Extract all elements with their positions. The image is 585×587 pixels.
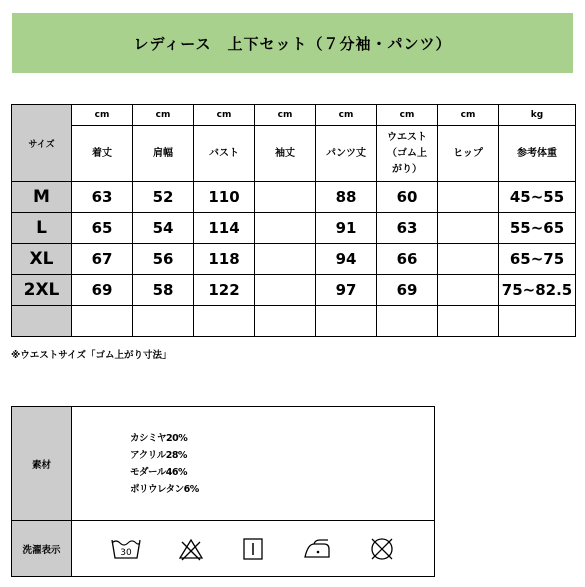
material-cell: [72, 407, 435, 521]
column-label-shoulder: 肩幅: [133, 126, 194, 182]
value-cell: [255, 275, 316, 306]
waist-label-line: ウエスト: [387, 131, 427, 143]
size-cell: L: [12, 213, 72, 244]
empty-cell: [499, 306, 576, 337]
value-cell: [438, 213, 499, 244]
material-item: アクリル28%: [130, 449, 187, 461]
value-cell: 58: [133, 275, 194, 306]
value-cell: 118: [194, 244, 255, 275]
value-cell: 66: [377, 244, 438, 275]
value-cell: [438, 244, 499, 275]
iron-low-icon: [302, 537, 332, 561]
value-cell: [255, 182, 316, 213]
value-cell: 94: [316, 244, 377, 275]
material-care-table: [11, 406, 435, 577]
material-item: カシミヤ20%: [130, 432, 188, 444]
value-cell: 63: [377, 213, 438, 244]
empty-cell: [194, 306, 255, 337]
value-cell: [255, 244, 316, 275]
value-cell: 65: [72, 213, 133, 244]
value-cell: [255, 213, 316, 244]
value-cell: 65~75: [499, 244, 576, 275]
no-bleach-icon: [178, 537, 204, 561]
care-cell: [72, 521, 435, 577]
waist-label-line: （ゴム上: [387, 147, 427, 159]
waist-footnote: ※ウエストサイズ「ゴム上がり寸法」: [11, 350, 172, 361]
value-cell: 75~82.5: [499, 275, 576, 306]
unit-cell: cm: [133, 105, 194, 126]
unit-cell: cm: [316, 105, 377, 126]
page-title: レディース 上下セット（７分袖・パンツ）: [133, 34, 452, 53]
wash-temperature: 30: [119, 547, 132, 558]
value-cell: 54: [133, 213, 194, 244]
no-dry-clean-icon: [369, 536, 395, 562]
unit-cell: kg: [499, 105, 576, 126]
value-cell: 110: [194, 182, 255, 213]
value-cell: 69: [377, 275, 438, 306]
unit-cell: cm: [72, 105, 133, 126]
value-cell: 45~55: [499, 182, 576, 213]
wash-30-icon: [111, 537, 141, 561]
column-label-hip: ヒップ: [438, 126, 499, 182]
value-cell: 88: [316, 182, 377, 213]
value-cell: 60: [377, 182, 438, 213]
size-row-l: [12, 213, 576, 244]
empty-cell: [12, 306, 72, 337]
value-cell: 114: [194, 213, 255, 244]
care-label: 洗濯表示: [12, 521, 72, 577]
size-cell: XL: [12, 244, 72, 275]
care-icons: [72, 536, 434, 562]
unit-cell: cm: [438, 105, 499, 126]
empty-cell: [72, 306, 133, 337]
size-table: [11, 104, 576, 337]
value-cell: 56: [133, 244, 194, 275]
value-cell: 91: [316, 213, 377, 244]
empty-cell: [316, 306, 377, 337]
column-label-length: 着丈: [72, 126, 133, 182]
value-cell: 122: [194, 275, 255, 306]
column-label-sleeve: 袖丈: [255, 126, 316, 182]
size-row-2xl: [12, 275, 576, 306]
value-cell: 63: [72, 182, 133, 213]
waist-label-line: がり）: [392, 163, 422, 175]
value-cell: 52: [133, 182, 194, 213]
value-cell: [438, 275, 499, 306]
empty-cell: [438, 306, 499, 337]
title-banner: [12, 13, 573, 73]
unit-cell: cm: [377, 105, 438, 126]
value-cell: 55~65: [499, 213, 576, 244]
size-header-cell: サイズ: [12, 105, 72, 182]
unit-cell: cm: [194, 105, 255, 126]
unit-cell: cm: [255, 105, 316, 126]
material-label: 素材: [12, 407, 72, 521]
material-item: モダール46%: [130, 466, 188, 478]
size-row-m: [12, 182, 576, 213]
value-cell: 69: [72, 275, 133, 306]
empty-cell: [133, 306, 194, 337]
material-list: [72, 430, 434, 498]
size-cell: 2XL: [12, 275, 72, 306]
value-cell: 97: [316, 275, 377, 306]
empty-cell: [255, 306, 316, 337]
column-label-bust: バスト: [194, 126, 255, 182]
value-cell: [438, 182, 499, 213]
value-cell: 67: [72, 244, 133, 275]
empty-cell: [377, 306, 438, 337]
empty-row: [12, 306, 576, 337]
column-label-pants-length: パンツ丈: [316, 126, 377, 182]
material-item: ポリウレタン6%: [130, 483, 199, 495]
size-row-xl: [12, 244, 576, 275]
line-dry-icon: [241, 537, 265, 561]
size-cell: M: [12, 182, 72, 213]
column-label-waist: [377, 126, 438, 182]
column-label-weight: 参考体重: [499, 126, 576, 182]
